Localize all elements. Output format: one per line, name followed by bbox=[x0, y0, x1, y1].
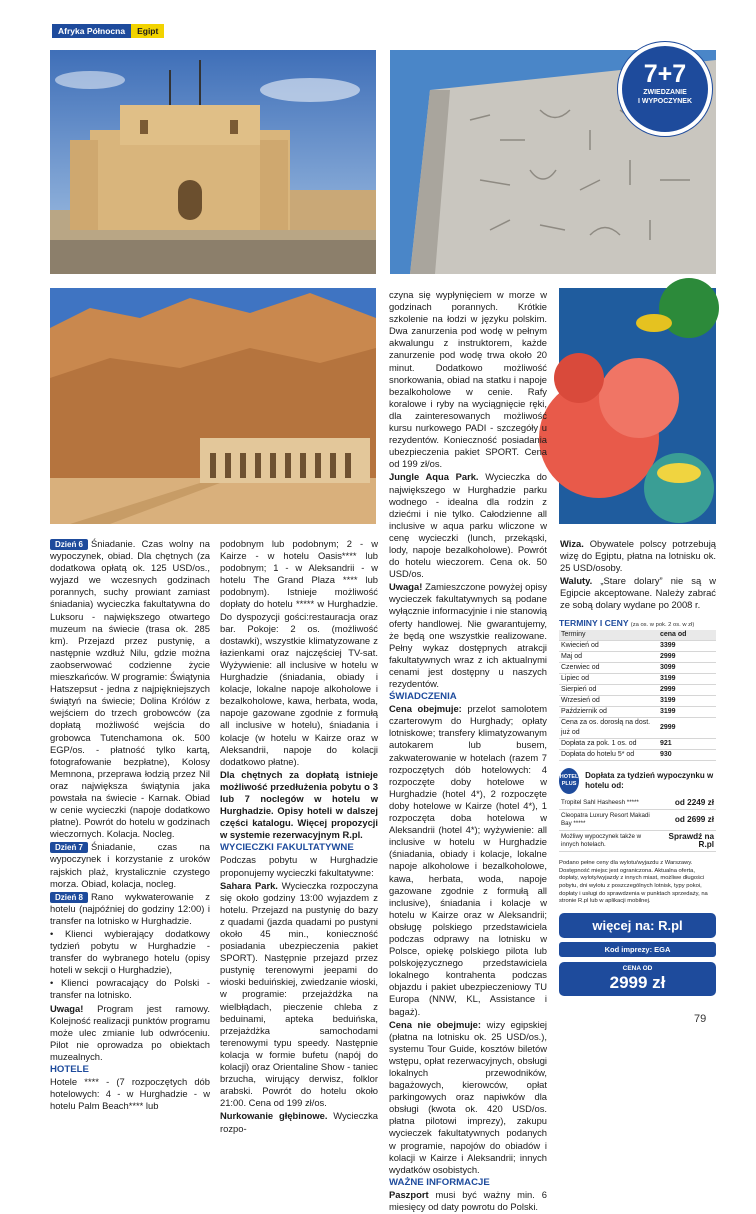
passport-text: musi być ważny min. 6 miesięcy od daty powrotu do Polski. bbox=[389, 1188, 547, 1213]
price-row-value: 3199 bbox=[658, 674, 716, 685]
coral-reef-photo bbox=[559, 288, 716, 524]
price-from-label: CENA OD bbox=[622, 965, 653, 972]
passport-label: Paszport bbox=[389, 1188, 429, 1200]
visa-label: Wiza. bbox=[560, 538, 584, 549]
prices-heading-note: (za os. w pok. 2 os. w zł) bbox=[630, 622, 695, 628]
tour-code-label: Kod imprezy: EGA bbox=[559, 942, 716, 957]
price-row bbox=[559, 718, 716, 739]
important-info-heading: WAŻNE INFORMACJE bbox=[389, 1176, 490, 1188]
prices-footnote: Podano pełne ceny dla wylotu/wyjazdu z Warszawy. Dostępność miejsc jest ograniczona. Aktualna oferta, dopłaty, wyloty/wyjazdy z innych miast, możliwe długości pobytu, dni wylotu z poszczególnych lotnisk, typy pokoi, dopłaty i usługi do sprawdzenia w punktach sprzedaży, na stronie R.pl lub w aplikacji mobilnej. bbox=[559, 860, 708, 905]
supplement-title: Dopłata za tydzień wypoczynku w hotelu od: bbox=[585, 771, 714, 791]
price-row-value: 3199 bbox=[658, 707, 716, 718]
excursions-intro: Podczas pobytu w Hurghadzie proponujemy wycieczki fakultatywne: bbox=[220, 854, 378, 878]
hotels-details: podobnym lub podobnym; 2 - w Kairze - w hotelu Oasis**** lub podobnym; 1 - w Aleksandrii - w hotelu The Grand Plaza **** lub podobnym). Istnieje możliwość dopłaty do hotelu ***** w Hurghadzie. Do dyspozycji gości:restauracja oraz bar. Pokoje: 2 os. (możliwość dostawki), wszystkie klimatyzowane z łazienkami oraz najczęściej TV-sat. Wyżywienie: all inclusive w hotelu w Hurghadzie (śniadania, obiady i kolacje, lokalne napoje alkoholowe i bezalkoholowe, kawa, herbata, woda, napoje gazowane zgodnie z formułą all inclusive w hotelu), śniadania i kolacje (w hotelu w Kairze oraz w Aleksandrii, napoje do kolacji dodatkowo płatne). bbox=[220, 538, 378, 767]
visa-text: Obywatele polscy potrzebują wizę do Egiptu, płatna na lotnisku ok. 25 USD/osoby. bbox=[560, 538, 717, 574]
transfer-bullet-1: • Klienci wybierający dodatkowy tydzień pobytu w Hurghadzie - transfer do wybranego hotelu (opisy hoteli w sekcji o Hurghadzie), bbox=[50, 928, 210, 976]
transfer-bullet-2: • Klienci powracający do Polski - transfer na lotnisko. bbox=[50, 977, 210, 1001]
price-row bbox=[559, 685, 716, 696]
page-number: 79 bbox=[694, 1013, 707, 1025]
text-column-3 bbox=[389, 289, 547, 1214]
price-row-term: Październik od bbox=[559, 707, 658, 718]
price-row bbox=[559, 652, 716, 663]
price-row-value: 2999 bbox=[658, 718, 716, 739]
warning-label: Uwaga! bbox=[50, 1002, 84, 1014]
day-6-text: Śniadanie. Czas wolny na wypoczynek, obiad. Dla chętnych (za dodatkowa opłatą ok. 125 USD/os., wyjazd we wczesnych godzinach porannych, suchy prowiant zamiast śniadania) wycieczka fakultatywna do Luksoru - największego otwartego muzeum na świecie (trasa ok. 285 km). Przejazd przez pustynię, a następnie wzdłuż Nilu, gdzie można zaobserwować codzienne życie mieszkańców. W programie: Świątynia Hatszepsut - jedna z najpiękniejszych świątyń na świecie; Dolina Królów z wejściem do trzech grobowców (za dopłatą możliwość wejścia do grobowca Tutenchamona ok. 500 EGP/os. - płatność tylko kartą, fotografowanie bezpłatne), Kolosy Memnona, przeprawa łodzią przez Nil oraz największa świątynia jaka powstała na świecie - Karnak. Obiad w cenie wycieczki (napoje dodatkowo płatne). Powrót do hotelu w godzinach wieczornych. Kolacja. Nocleg. bbox=[50, 538, 210, 840]
warning-text: Program jest ramowy. Kolejność realizacji punktów programu może ulec zmianie lub odwróceniu. Pilot nie oprowadza po obiektach muzealnych. bbox=[50, 1002, 210, 1062]
price-row-term: Dopłata za pok. 1 os. od bbox=[559, 739, 658, 750]
sahara-park-label: Sahara Park. bbox=[220, 879, 278, 891]
aqua-park-text: Wycieczka do największego w Hurghadzie parku wodnego - idealna dla rodzin z dziećmi i nie tylko. Całodzienne all inclusive w aqua parku wliczone w cenę wycieczki (lunch, przekąski, lody, napoje bezalkoholowe). Powrót do hotelu wieczorem. Cena ok. 50 USD/os. bbox=[389, 471, 547, 580]
diving-continued: czyna się wypłynięciem w morze w godzinach porannych. Krótkie szkolenie na łodzi w języku polskim. Dwa zanurzenia pod wodę w pełnym akwalungu z instruktorem, każde zanurzenie pod wodę trwa około 20 minut. Dodatkowo możliwość snorkowania, obiad na statku i napoje bezalkoholowe w cenie. Rafy koralowe i ryby na wyciągnięcie ręki, dla zainteresowanych możliwość kursu nurkowego PADI - szczegóły u rezydentów. Konieczność posiadania ubezpieczenia pakiet SPORT. Cena od 199 zł/os. bbox=[389, 289, 547, 470]
day-7-tag: Dzień 7 bbox=[50, 842, 88, 853]
passport-info bbox=[389, 1189, 547, 1213]
prices-section bbox=[559, 618, 716, 906]
services-heading: ŚWIADCZENIA bbox=[389, 691, 457, 703]
prices-table-header bbox=[559, 630, 716, 641]
price-includes bbox=[389, 703, 547, 1017]
hotel-plus-icon-line-2: PLUS bbox=[561, 781, 577, 788]
hotel-plus-icon-line-1: HOTEL bbox=[559, 774, 579, 781]
price-row-term: Cena za os. dorosłą na dost. już od bbox=[559, 718, 658, 739]
aqua-park-label: Jungle Aqua Park. bbox=[389, 471, 479, 483]
supplement-row bbox=[559, 810, 716, 831]
supplement-header bbox=[559, 768, 716, 794]
excursions-heading: WYCIECZKI FAKULTATYWNE bbox=[220, 842, 354, 854]
price-row-term: Kwiecień od bbox=[559, 641, 658, 652]
sahara-park-paragraph bbox=[220, 880, 378, 1110]
aqua-park-paragraph bbox=[389, 471, 547, 580]
supplement-row bbox=[559, 797, 716, 810]
price-from-value: 2999 zł bbox=[609, 973, 666, 992]
citadel-photo bbox=[50, 50, 376, 274]
price-row-value: 2999 bbox=[658, 685, 716, 696]
diving-paragraph bbox=[220, 1110, 378, 1134]
day-8-paragraph bbox=[50, 891, 210, 927]
currency-info bbox=[560, 575, 716, 611]
badge-line-2: I WYPOCZYNEK bbox=[637, 98, 693, 105]
badge-main-text: 7+7 bbox=[643, 60, 687, 88]
price-row bbox=[559, 707, 716, 718]
supplement-hotel: Możliwy wypoczynek także w innych hotelach. bbox=[559, 831, 658, 852]
extension-offer bbox=[220, 769, 378, 842]
diving-text: Wycieczka rozpo- bbox=[220, 1110, 379, 1134]
extension-offer-text: Dla chętnych za dopłatą istnieje możliwość przedłużenia pobytu o 3 lub 7 noclegów w hotelu w Hurghadzie. Opisy hoteli w dalszej części katalogu. Więcej propozycji w systemie rezerwacyjnym R.pl. bbox=[220, 768, 378, 841]
breadcrumb-country[interactable]: Egipt bbox=[131, 24, 164, 38]
price-row bbox=[559, 696, 716, 707]
day-7-paragraph bbox=[50, 841, 210, 889]
prices-heading-text: TERMINY I CENY bbox=[559, 618, 629, 628]
supplement-price: od 2699 zł bbox=[658, 810, 716, 831]
day-7-text: Śniadanie, czas na wypoczynek i korzystanie z uroków rajskich plaż, krystalicznie czystego morza. Obiad, kolacja, nocleg. bbox=[50, 841, 210, 889]
price-row bbox=[559, 739, 716, 750]
supplement-table bbox=[559, 797, 716, 852]
price-row-value: 921 bbox=[658, 739, 716, 750]
price-row-value: 2999 bbox=[658, 652, 716, 663]
supplement-price: od 2249 zł bbox=[658, 797, 716, 810]
breadcrumb bbox=[52, 24, 164, 38]
supplement-hotel: Cleopatra Luxury Resort Makadi Bay ***** bbox=[559, 810, 658, 831]
day-6-tag: Dzień 6 bbox=[50, 539, 88, 550]
price-row bbox=[559, 750, 716, 761]
day-8-text: Rano wykwaterowanie z hotelu (najpóźniej do godziny 12:00) i transfer na lotnisko w Hurghadzie. bbox=[50, 890, 210, 926]
currency-text: „Stare dolary” nie są w Egipcie akceptowane. Należy zabrać ze sobą dolary wydane po 2008 r. bbox=[560, 575, 716, 611]
visa-info bbox=[560, 538, 716, 574]
price-row-value: 3399 bbox=[658, 641, 716, 652]
price-row bbox=[559, 663, 716, 674]
price-row-term: Sierpień od bbox=[559, 685, 658, 696]
prices-heading bbox=[559, 618, 716, 628]
price-excludes-text: wizy egipskiej (płatna na lotnisku ok. 25 USD/os.), systemu Tour Guide, kosztów biletów wstępu, opłat rezerwacyjnych, obsługi lokalnych przewodników, bagażowych, kierowców, opłat parkingowych oraz napiwków dla obsługi (kwota ok. 420 USD/os. płatna pilotowi imprezy), zakupu wycieczek fakultatywnych podanych w programie, napojów do obiadów i kolacji w Kairze i Aleksandrii; innych wydatków osobistych. bbox=[389, 1018, 547, 1175]
text-column-2 bbox=[220, 538, 378, 1136]
breadcrumb-region[interactable]: Afryka Północna bbox=[52, 24, 131, 38]
hotels-text: Hotele **** - (7 rozpoczętych dób hotelowych: 4 - w Hurghadzie - w hotelu Palm Beach**** lub bbox=[50, 1076, 210, 1112]
price-excludes-label: Cena nie obejmuje: bbox=[389, 1018, 482, 1030]
more-info-button[interactable]: więcej na: R.pl bbox=[559, 913, 716, 938]
hotels-heading: HOTELE bbox=[50, 1064, 89, 1076]
hotel-plus-icon bbox=[559, 768, 579, 794]
excursions-warning bbox=[389, 581, 547, 690]
price-includes-text: przelot samolotem czarterowym do Hurghady; opłaty lotniskowe; transfery klimatyzowanym autokarem lub busem, zakwaterowanie w hotelach (razem 7 rozpoczętych dób hotelowych: 4 rozpoczęte doby hotelowe w Hurghadzie (hotel 4*), 2 rozpoczęte doby hotelowe w Kairze (hotel 4*), 1 rozpoczęta doba hotelowa w Aleksandrii (hotel 4*); wyżywienie: all inclusive w hotelu w Hurghadzie (śniadania, obiady i kolacje, lokalne napoje alkoholowe i bezalkoholowe, kawa, herbata, woda, napoje gazowane zgodnie z formułą all inclusive), śniadania i kolacje w hotelu w Kairze oraz w Aleksandrii; obsługę polskiego przedstawiciela podczas odprawy na lotnisku w Polsce, opiekę polskiego pilota lub polskojęzycznego przedstawiciela lokalnego kontrahenta podczas objazdu i pakiet ubezpieczeniowy TU Europa (NNW, KL, Assistance i bagaż). bbox=[389, 703, 548, 1017]
col-price-header: cena od bbox=[658, 630, 716, 641]
day-8-tag: Dzień 8 bbox=[50, 892, 88, 903]
text-column-4 bbox=[560, 538, 716, 613]
price-row-term: Wrzesień od bbox=[559, 696, 658, 707]
supplement-row bbox=[559, 831, 716, 852]
currency-label: Waluty. bbox=[560, 575, 593, 587]
price-row bbox=[559, 641, 716, 652]
excursions-warning-text: Zamieszczone powyżej opisy wycieczek fakultatywnych są podane wyłącznie informacyjnie i nie stanowią oferty handlowej. Nie gwarantujemy, że będą one wszystkie realizowane. Pełny wykaz dostępnych atrakcji fakultatywnych wraz z ich aktualnymi cenami jest dostępny u naszych rezydentów. bbox=[389, 581, 548, 689]
price-row-value: 3099 bbox=[658, 663, 716, 674]
price-includes-label: Cena obejmuje: bbox=[389, 703, 462, 715]
col-term-header: Terminy bbox=[559, 630, 658, 641]
text-column-1 bbox=[50, 538, 210, 1113]
day-6-paragraph bbox=[50, 538, 210, 840]
prices-table bbox=[559, 630, 716, 761]
price-row-term: Lipiec od bbox=[559, 674, 658, 685]
hatshepsut-temple-photo bbox=[50, 288, 376, 524]
tour-type-badge bbox=[618, 42, 712, 136]
excursions-warning-label: Uwaga! bbox=[389, 581, 423, 593]
sahara-park-text: Wycieczka rozpoczyna się około godziny 13:00 wyjazdem z hotelu. Przejazd na pustynię do bazy z quadami (jazda quadami po pustyni około 45 min., konieczność posiadania ubezpieczenia pakiet SPORT). Następnie przejazd przez pustynię terenowymi jeepami do wioski beduińskiej, zwiedzanie wioski, w programie: przejażdżka na wielbłądach, pieczenie chleba z beduinami, apteka beduińska, przejażdżka samochodami terenowymi typu speedy. Następnie kolacja w formie bufetu (napój do kolacji) oraz Orientaline Show - taniec brzucha, wirujący derwisz, folklor arabski. Powrót do hotelu około 21:00. Cena od 199 zł/os. bbox=[220, 879, 379, 1109]
price-excludes bbox=[389, 1019, 547, 1176]
diving-label: Nurkowanie głębinowe. bbox=[220, 1110, 328, 1122]
price-from-box bbox=[559, 962, 716, 996]
price-row-term: Czerwiec od bbox=[559, 663, 658, 674]
program-warning bbox=[50, 1003, 210, 1063]
price-row-value: 930 bbox=[658, 750, 716, 761]
price-row-term: Maj od bbox=[559, 652, 658, 663]
supplement-hotel: Tropitel Sahl Hasheesh ***** bbox=[559, 797, 658, 810]
price-row-term: Dopłata do hotelu 5* od bbox=[559, 750, 658, 761]
price-row-value: 3199 bbox=[658, 696, 716, 707]
supplement-price: Sprawdź na R.pl bbox=[658, 831, 716, 852]
price-row bbox=[559, 674, 716, 685]
badge-line-1: ZWIEDZANIE bbox=[643, 89, 687, 96]
